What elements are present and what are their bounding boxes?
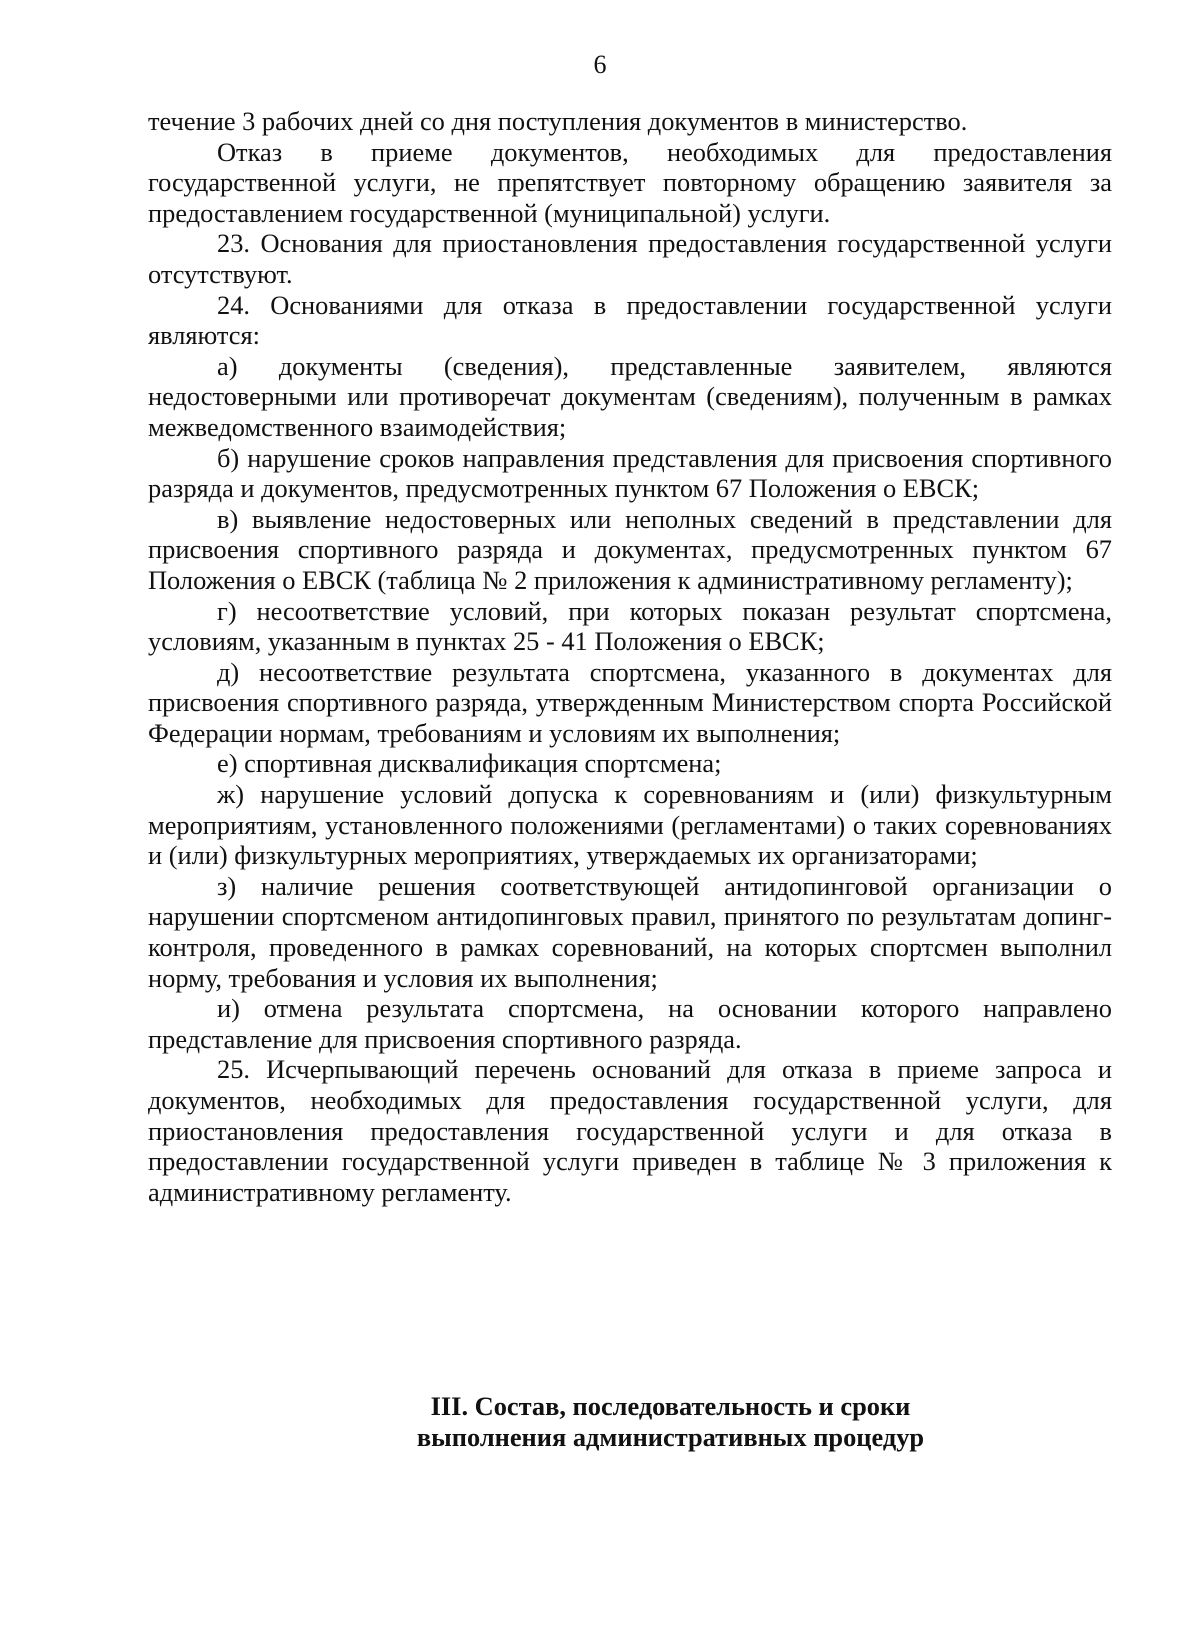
list-item-b: б) нарушение сроков направления представления для присвоения спортивного разряда и документов, предусмотренных пунктом 67 Положения о ЕВСК; — [148, 442, 1112, 504]
section-heading-line-2: выполнения административных процедур — [416, 1422, 925, 1452]
paragraph-refusal-note: Отказ в приеме документов, необходимых для предоставления государственной услуги, не препятствует повторному обращению заявителя за предоставлением государственной (муниципальной) услуги. — [148, 136, 1112, 228]
paragraph-clause-24: 24. Основаниями для отказа в предоставлении государственной услуги являются: — [148, 289, 1112, 351]
list-item-d: д) несоответствие результата спортсмена, указанного в документах для присвоения спортивного разряда, утвержденным Министерством спорта Российской Федерации нормам, требованиям и условиям их выполнения; — [148, 656, 1112, 748]
list-item-z: з) наличие решения соответствующей антидопинговой организации о нарушении спортсменом антидопинговых правил, принятого по результатам допинг-контроля, проведенного в рамках соревнований, на которых спортсмен выполнил норму, требования и условия их выполнения; — [148, 870, 1112, 993]
paragraph-continuation: течение 3 рабочих дней со дня поступления документов в министерство. — [148, 106, 968, 136]
list-item-zh: ж) нарушение условий допуска к соревнованиям и (или) физкультурным мероприятиям, установленного положениями (регламентами) о таких соревнованиях и (или) физкультурных мероприятиях, утверждаемых их организаторами; — [148, 779, 1112, 871]
list-item-v: в) выявление недостоверных или неполных сведений в представлении для присвоения спортивного разряда и документах, предусмотренных пунктом 67 Положения о ЕВСК (таблица № 2 приложения к административному регламенту); — [148, 503, 1112, 595]
paragraph-clause-25: 25. Исчерпывающий перечень оснований для отказа в приеме запроса и документов, необходимых для предоставления государственной услуги, для приостановления предоставления государственной услуги и для отказа в предоставлении государственной услуги приведен в таблице № 3 приложения к административному регламенту. — [148, 1054, 1112, 1207]
list-item-e: е) спортивная дисквалификация спортсмена; — [217, 748, 722, 779]
paragraph-clause-23: 23. Основания для приостановления предоставления государственной услуги отсутствуют. — [148, 228, 1112, 289]
list-item-g: г) несоответствие условий, при которых показан результат спортсмена, условиям, указанным в пунктах 25 - 41 Положения о ЕВСК; — [148, 595, 1112, 657]
section-heading — [148, 1391, 1193, 1453]
list-item-i: и) отмена результата спортсмена, на основании которого направлено представление для присвоения спортивного разряда. — [148, 993, 1112, 1054]
document-body — [148, 106, 1112, 1207]
page-number: 6 — [593, 50, 607, 79]
section-heading-line-1: III. Состав, последовательность и сроки — [430, 1391, 911, 1421]
list-item-a: а) документы (сведения), представленные заявителем, являются недостоверными или противоречат документам (сведениям), полученным в рамках межведомственного взаимодействия; — [148, 350, 1112, 442]
